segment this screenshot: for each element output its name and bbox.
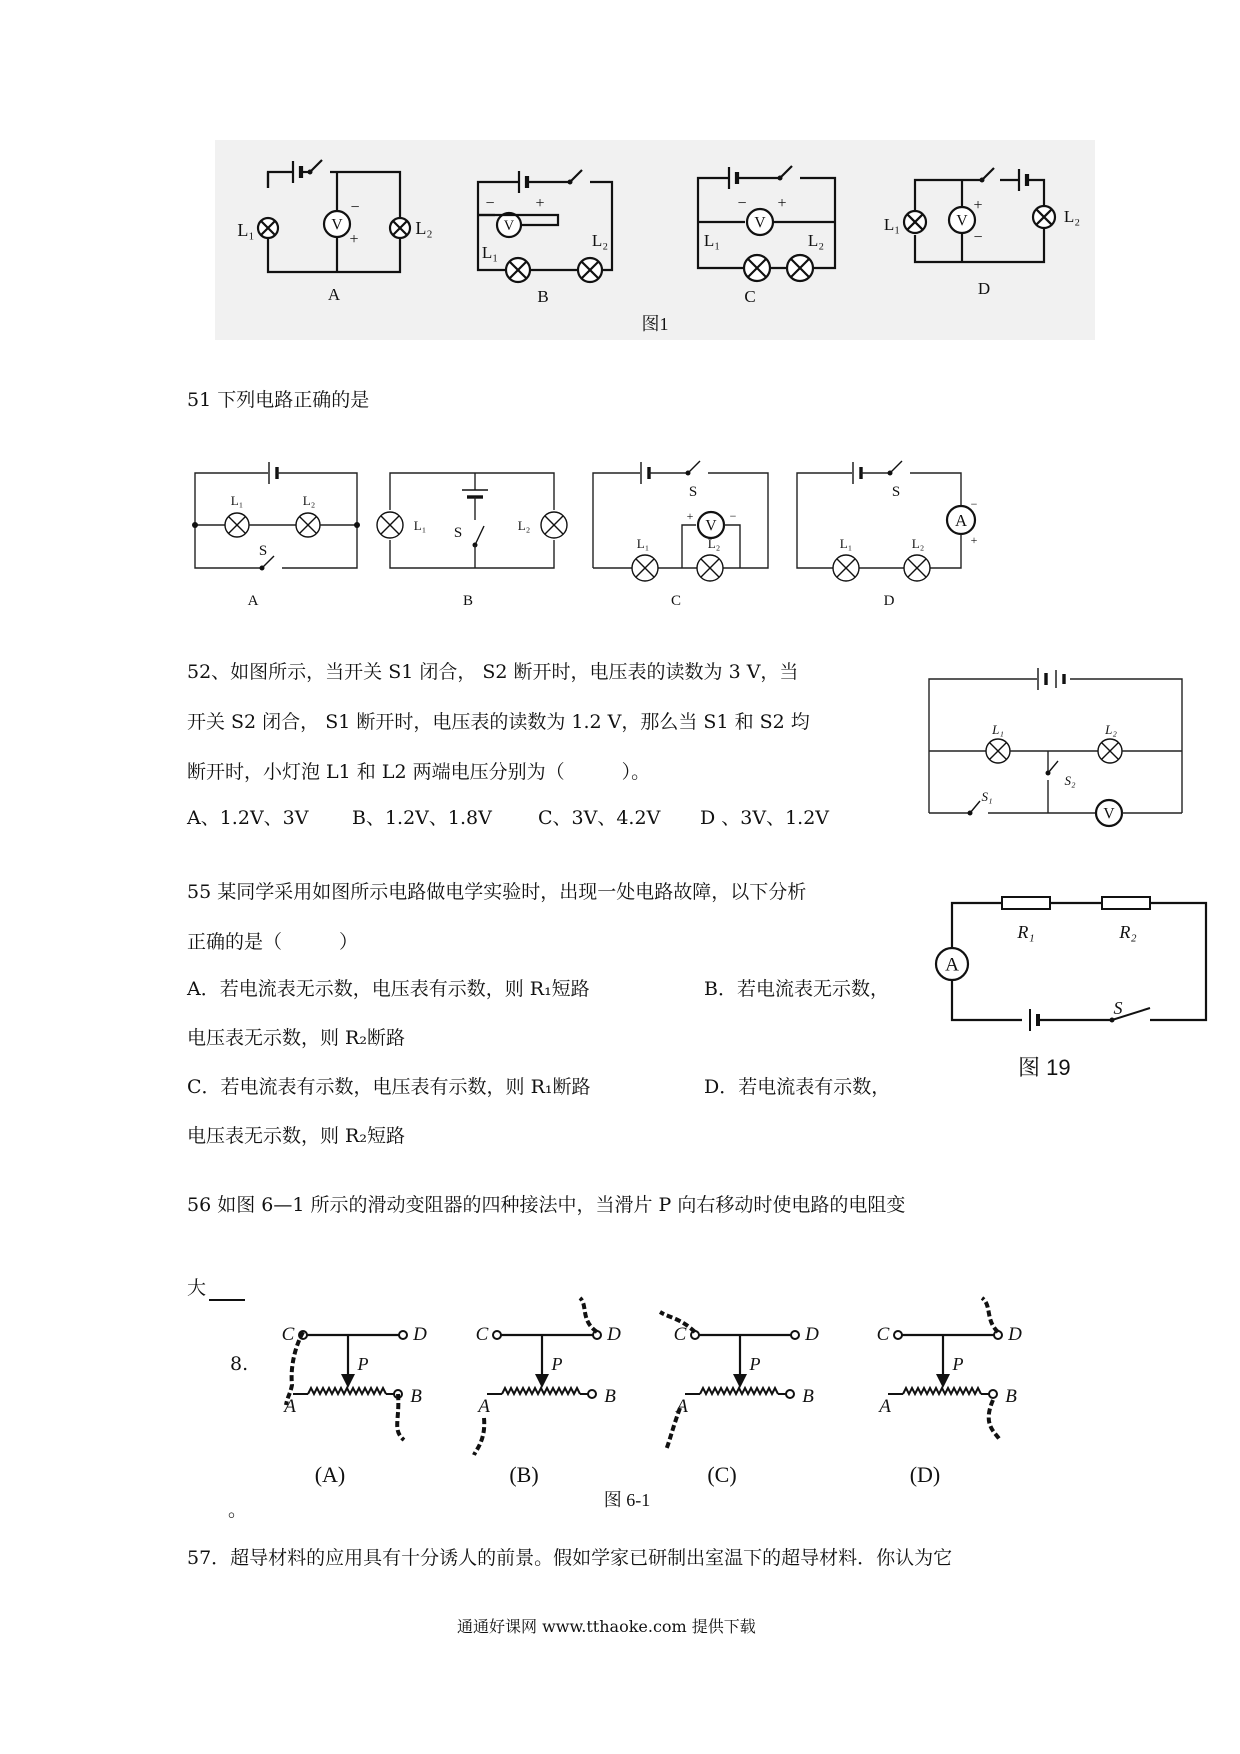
fig1-a-plus: + xyxy=(349,231,359,248)
ammeter-icon-letter: A xyxy=(954,510,968,530)
fig1-b-minus: − xyxy=(485,195,495,212)
q56-figure-caption: 图 6-1 xyxy=(603,1490,651,1510)
label-c: C xyxy=(876,1324,890,1345)
connecting-lead xyxy=(580,1298,597,1332)
q51-d-l1: L₁ xyxy=(839,536,853,551)
q51-d-minus: − xyxy=(970,497,978,511)
q51-stem: 51 下列电路正确的是 xyxy=(187,389,370,411)
terminal-c xyxy=(894,1331,902,1339)
connecting-lead xyxy=(982,1298,998,1332)
q55-option-c: C．若电流表有示数，电压表有示数，则 R₁断路 xyxy=(187,1076,591,1098)
q51-a-letter: A xyxy=(247,593,259,609)
terminal-b xyxy=(989,1390,997,1398)
voltmeter-icon-letter: V xyxy=(503,218,515,235)
q55-option-a: A．若电流表无示数，电压表有示数，则 R₁短路 xyxy=(187,978,590,1000)
q51-b-l2: L₂ xyxy=(517,518,531,533)
fig1-c-l1: L₁ xyxy=(703,231,721,250)
terminal-d xyxy=(399,1331,407,1339)
q52-option-d: D 、3V、1.2V xyxy=(700,807,830,829)
q56-line2: 大 xyxy=(187,1277,207,1299)
q51-d-letter: D xyxy=(883,593,895,609)
label-d: D xyxy=(413,1324,427,1345)
q52-line2: 开关 S2 闭合， S1 断开时，电压表的读数为 1.2 V，那么当 S1 和 S2 均 xyxy=(187,711,810,733)
q52-line1: 52、如图所示，当开关 S1 闭合， S2 断开时，电压表的读数为 3 V，当 xyxy=(187,661,799,683)
label-b: B xyxy=(410,1386,422,1407)
panel-label: (B) xyxy=(509,1462,539,1487)
q51-d-plus: + xyxy=(970,533,978,547)
q57-line1: 57．超导材料的应用具有十分诱人的前景。假如学家已研制出室温下的超导材料．你认为它 xyxy=(187,1547,953,1569)
label-p: P xyxy=(357,1354,369,1374)
panel-label: (D) xyxy=(909,1462,941,1487)
label-a: A xyxy=(676,1396,688,1417)
q51-d-s: S xyxy=(891,484,901,500)
resistance-coil xyxy=(903,1388,981,1394)
slider-arrow xyxy=(535,1374,549,1388)
label-d: D xyxy=(607,1324,621,1345)
q56-item-number: 8. xyxy=(230,1353,249,1375)
q51-d-l2: L₂ xyxy=(911,536,925,551)
q55-line1: 55 某同学采用如图所示电路做电学实验时，出现一处电路故障，以下分析 xyxy=(187,881,807,903)
fig1-b-l2: L₂ xyxy=(591,231,609,250)
q51-a-s: S xyxy=(258,543,268,559)
label-d: D xyxy=(805,1324,819,1345)
q51-c-l2: L₂ xyxy=(707,536,721,551)
q56-end-mark: 。 xyxy=(228,1499,248,1521)
q52-option-a: A、1.2V、3V xyxy=(187,807,309,829)
terminal-b xyxy=(588,1390,596,1398)
fig1-c-l2: L₂ xyxy=(807,231,825,250)
voltmeter-icon-letter: V xyxy=(754,214,766,232)
q55-option-d-cont: 电压表无示数，则 R₂短路 xyxy=(187,1125,405,1147)
q55-fig-s: S xyxy=(1113,998,1123,1018)
q52-fig-s2: S₂ xyxy=(1064,773,1076,788)
label-p: P xyxy=(749,1354,761,1374)
q51-c-minus: − xyxy=(729,509,737,523)
slider-arrow xyxy=(341,1374,355,1388)
voltmeter-icon-letter: V xyxy=(1103,805,1115,823)
q55-line2: 正确的是（ ） xyxy=(187,931,359,953)
q52-fig-l2: L₂ xyxy=(1105,722,1117,737)
slider-arrow xyxy=(936,1374,950,1388)
panel-label: (C) xyxy=(707,1462,737,1487)
fig1-a-l1: L₁ xyxy=(237,220,255,240)
label-c: C xyxy=(673,1324,687,1345)
fig1-c-letter: C xyxy=(744,287,756,306)
q51-c-s: S xyxy=(688,484,698,500)
terminal-b xyxy=(786,1390,794,1398)
fig1-d-letter: D xyxy=(977,279,991,298)
connecting-lead xyxy=(474,1418,484,1455)
q52-fig-l1: L₁ xyxy=(992,722,1004,737)
connecting-lead xyxy=(989,1400,1000,1440)
fig1-d-minus: − xyxy=(973,229,983,246)
q51-a-l1: L₁ xyxy=(230,493,244,508)
label-c: C xyxy=(475,1324,489,1345)
terminal-c xyxy=(691,1331,699,1339)
q51-a-l2: L₂ xyxy=(302,493,316,508)
label-c: C xyxy=(281,1324,295,1345)
slider-arrow xyxy=(733,1374,747,1388)
fig1-a-minus: − xyxy=(350,199,360,216)
fig1-caption: 图1 xyxy=(641,314,669,334)
label-b: B xyxy=(604,1386,616,1407)
q51-b-s: S xyxy=(453,525,463,541)
q56-line1: 56 如图 6—1 所示的滑动变阻器的四种接法中，当滑片 P 向右移动时使电路的电阻变 xyxy=(187,1194,906,1216)
voltmeter-icon-letter: V xyxy=(705,517,717,535)
voltmeter-icon-letter: V xyxy=(956,212,968,230)
label-b: B xyxy=(1005,1386,1017,1407)
fig1-c-plus: + xyxy=(777,195,787,212)
page-footer: 通通好课网 www.tthaoke.com 提供下载 xyxy=(457,1617,756,1636)
label-a: A xyxy=(879,1396,891,1417)
label-p: P xyxy=(551,1354,563,1374)
fig1-d-plus: + xyxy=(973,197,983,214)
ammeter-icon-letter: A xyxy=(945,954,959,976)
q51-b-letter: B xyxy=(462,593,474,609)
q52-option-b: B、1.2V、1.8V xyxy=(352,807,492,829)
q55-figure-caption: 图 19 xyxy=(1018,1055,1071,1080)
fig1-b-plus: + xyxy=(535,195,545,212)
q51-c-letter: C xyxy=(670,593,682,609)
q52-option-c: C、3V、4.2V xyxy=(538,807,661,829)
fig1-b-letter: B xyxy=(537,287,549,306)
terminal-d xyxy=(994,1331,1002,1339)
terminal-d xyxy=(791,1331,799,1339)
q55-option-b-cont: 电压表无示数，则 R₂断路 xyxy=(187,1027,405,1049)
resistance-coil xyxy=(700,1388,778,1394)
connecting-lead xyxy=(397,1394,404,1440)
q51-c-l1: L₁ xyxy=(636,536,650,551)
fig1-a-l2: L₂ xyxy=(415,218,433,238)
resistance-coil xyxy=(502,1388,580,1394)
voltmeter-icon-letter: V xyxy=(331,216,343,234)
label-d: D xyxy=(1008,1324,1022,1345)
label-p: P xyxy=(952,1354,964,1374)
fig1-d-l1: L₁ xyxy=(883,215,901,234)
q51-b-l1: L₁ xyxy=(413,518,427,533)
fig1-a-letter: A xyxy=(327,285,341,304)
label-a: A xyxy=(478,1396,490,1417)
resistance-coil xyxy=(308,1388,386,1394)
q55-fig-r1: R₁ xyxy=(1017,922,1035,942)
q55-fig-r2: R₂ xyxy=(1119,922,1137,942)
label-b: B xyxy=(802,1386,814,1407)
q52-line3: 断开时，小灯泡 L1 和 L2 两端电压分别为（ ）。 xyxy=(187,761,651,783)
terminal-c xyxy=(493,1331,501,1339)
q52-fig-s1: S₁ xyxy=(981,789,993,804)
label-a: A xyxy=(284,1396,296,1417)
q55-option-d: D．若电流表有示数， xyxy=(704,1076,891,1098)
panel-label: (A) xyxy=(314,1462,346,1487)
q55-option-b: B．若电流表无示数， xyxy=(704,978,889,1000)
fig1-d-l2: L₂ xyxy=(1063,207,1081,226)
fig1-b-l1: L₁ xyxy=(481,243,499,262)
fig1-c-minus: − xyxy=(737,195,747,212)
q51-c-plus: + xyxy=(686,509,694,523)
